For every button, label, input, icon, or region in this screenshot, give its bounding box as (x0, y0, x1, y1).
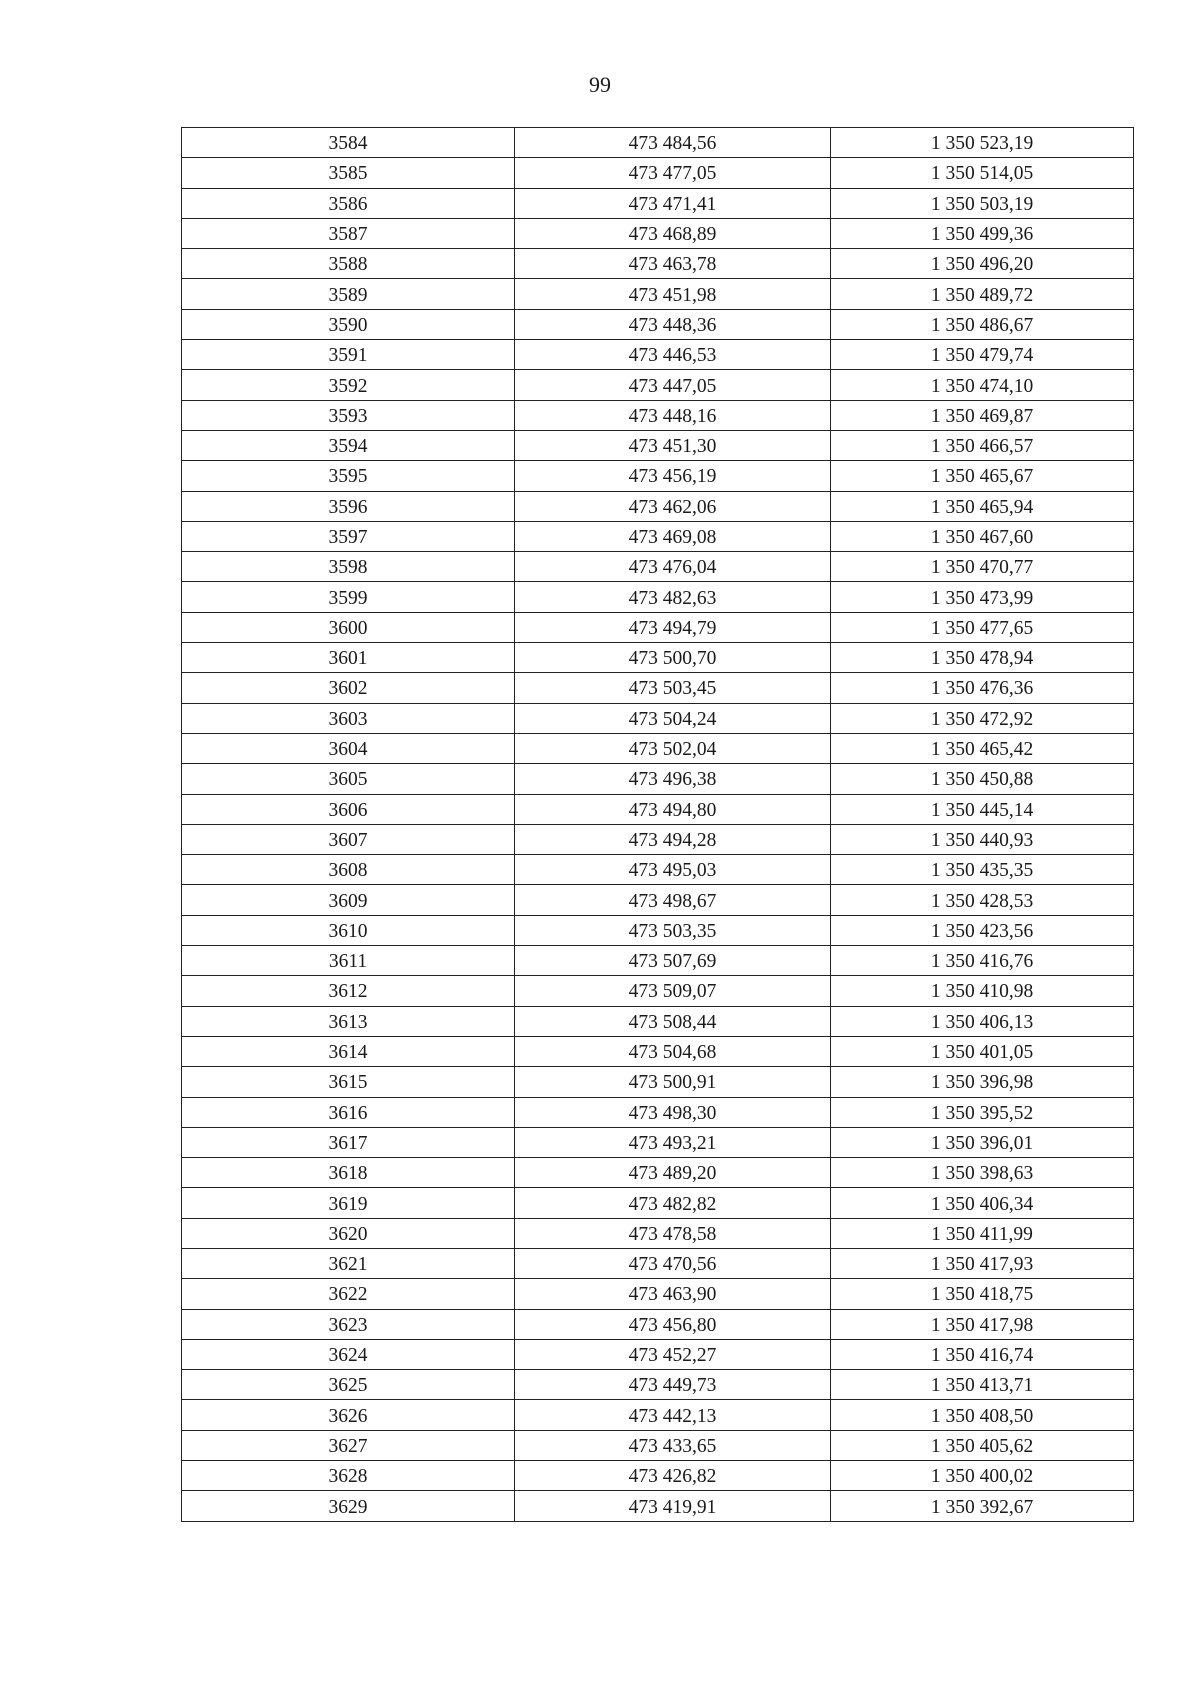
x-coordinate-cell: 473 494,79 (515, 612, 831, 642)
x-coordinate-cell: 473 482,63 (515, 582, 831, 612)
point-number-cell: 3585 (182, 158, 515, 188)
y-coordinate-cell: 1 350 411,99 (831, 1218, 1134, 1248)
point-number-cell: 3592 (182, 370, 515, 400)
x-coordinate-cell: 473 500,70 (515, 643, 831, 673)
point-number-cell: 3621 (182, 1248, 515, 1278)
point-number-cell: 3615 (182, 1067, 515, 1097)
x-coordinate-cell: 473 452,27 (515, 1339, 831, 1369)
y-coordinate-cell: 1 350 465,94 (831, 491, 1134, 521)
x-coordinate-cell: 473 478,58 (515, 1218, 831, 1248)
x-coordinate-cell: 473 504,24 (515, 703, 831, 733)
table-row (182, 703, 1134, 733)
x-coordinate-cell: 473 426,82 (515, 1461, 831, 1491)
table-row (182, 1188, 1134, 1218)
y-coordinate-cell: 1 350 416,76 (831, 946, 1134, 976)
y-coordinate-cell: 1 350 478,94 (831, 643, 1134, 673)
x-coordinate-cell: 473 419,91 (515, 1491, 831, 1521)
point-number-cell: 3602 (182, 673, 515, 703)
x-coordinate-cell: 473 456,80 (515, 1309, 831, 1339)
x-coordinate-cell: 473 504,68 (515, 1036, 831, 1066)
y-coordinate-cell: 1 350 450,88 (831, 764, 1134, 794)
y-coordinate-cell: 1 350 489,72 (831, 279, 1134, 309)
table-row (182, 309, 1134, 339)
point-number-cell: 3624 (182, 1339, 515, 1369)
table-row (182, 400, 1134, 430)
point-number-cell: 3595 (182, 461, 515, 491)
point-number-cell: 3616 (182, 1097, 515, 1127)
table-row (182, 1370, 1134, 1400)
point-number-cell: 3586 (182, 188, 515, 218)
point-number-cell: 3605 (182, 764, 515, 794)
x-coordinate-cell: 473 498,67 (515, 885, 831, 915)
y-coordinate-cell: 1 350 400,02 (831, 1461, 1134, 1491)
x-coordinate-cell: 473 489,20 (515, 1158, 831, 1188)
point-number-cell: 3619 (182, 1188, 515, 1218)
table-row (182, 249, 1134, 279)
point-number-cell: 3603 (182, 703, 515, 733)
table-row (182, 643, 1134, 673)
y-coordinate-cell: 1 350 428,53 (831, 885, 1134, 915)
y-coordinate-cell: 1 350 413,71 (831, 1370, 1134, 1400)
table-row (182, 1218, 1134, 1248)
y-coordinate-cell: 1 350 466,57 (831, 430, 1134, 460)
point-number-cell: 3613 (182, 1006, 515, 1036)
point-number-cell: 3601 (182, 643, 515, 673)
x-coordinate-cell: 473 448,16 (515, 400, 831, 430)
table-row (182, 1279, 1134, 1309)
point-number-cell: 3590 (182, 309, 515, 339)
point-number-cell: 3604 (182, 733, 515, 763)
table-row (182, 1339, 1134, 1369)
x-coordinate-cell: 473 500,91 (515, 1067, 831, 1097)
point-number-cell: 3622 (182, 1279, 515, 1309)
y-coordinate-cell: 1 350 417,93 (831, 1248, 1134, 1278)
table-row (182, 340, 1134, 370)
x-coordinate-cell: 473 484,56 (515, 128, 831, 158)
table-row (182, 1461, 1134, 1491)
y-coordinate-cell: 1 350 479,74 (831, 340, 1134, 370)
point-number-cell: 3629 (182, 1491, 515, 1521)
point-number-cell: 3606 (182, 794, 515, 824)
y-coordinate-cell: 1 350 476,36 (831, 673, 1134, 703)
table-row (182, 733, 1134, 763)
point-number-cell: 3588 (182, 249, 515, 279)
y-coordinate-cell: 1 350 423,56 (831, 915, 1134, 945)
x-coordinate-cell: 473 448,36 (515, 309, 831, 339)
y-coordinate-cell: 1 350 445,14 (831, 794, 1134, 824)
point-number-cell: 3627 (182, 1430, 515, 1460)
point-number-cell: 3625 (182, 1370, 515, 1400)
table-row (182, 582, 1134, 612)
y-coordinate-cell: 1 350 467,60 (831, 521, 1134, 551)
point-number-cell: 3593 (182, 400, 515, 430)
table-row (182, 915, 1134, 945)
table-row (182, 279, 1134, 309)
point-number-cell: 3597 (182, 521, 515, 551)
x-coordinate-cell: 473 509,07 (515, 976, 831, 1006)
x-coordinate-cell: 473 463,78 (515, 249, 831, 279)
y-coordinate-cell: 1 350 474,10 (831, 370, 1134, 400)
table-row (182, 521, 1134, 551)
point-number-cell: 3600 (182, 612, 515, 642)
point-number-cell: 3628 (182, 1461, 515, 1491)
x-coordinate-cell: 473 477,05 (515, 158, 831, 188)
table-row (182, 370, 1134, 400)
table-row (182, 1158, 1134, 1188)
y-coordinate-cell: 1 350 396,01 (831, 1127, 1134, 1157)
table-row (182, 128, 1134, 158)
table-row (182, 1248, 1134, 1278)
x-coordinate-cell: 473 451,30 (515, 430, 831, 460)
x-coordinate-cell: 473 503,45 (515, 673, 831, 703)
y-coordinate-cell: 1 350 405,62 (831, 1430, 1134, 1460)
y-coordinate-cell: 1 350 410,98 (831, 976, 1134, 1006)
point-number-cell: 3589 (182, 279, 515, 309)
y-coordinate-cell: 1 350 499,36 (831, 218, 1134, 248)
point-number-cell: 3626 (182, 1400, 515, 1430)
y-coordinate-cell: 1 350 473,99 (831, 582, 1134, 612)
y-coordinate-cell: 1 350 486,67 (831, 309, 1134, 339)
y-coordinate-cell: 1 350 418,75 (831, 1279, 1134, 1309)
table-row (182, 946, 1134, 976)
y-coordinate-cell: 1 350 408,50 (831, 1400, 1134, 1430)
point-number-cell: 3596 (182, 491, 515, 521)
y-coordinate-cell: 1 350 396,98 (831, 1067, 1134, 1097)
x-coordinate-cell: 473 494,80 (515, 794, 831, 824)
table-row (182, 491, 1134, 521)
table-row (182, 218, 1134, 248)
table-row (182, 1127, 1134, 1157)
y-coordinate-cell: 1 350 472,92 (831, 703, 1134, 733)
x-coordinate-cell: 473 451,98 (515, 279, 831, 309)
table-row (182, 612, 1134, 642)
x-coordinate-cell: 473 449,73 (515, 1370, 831, 1400)
table-row (182, 1430, 1134, 1460)
table-row (182, 158, 1134, 188)
x-coordinate-cell: 473 469,08 (515, 521, 831, 551)
coordinates-table-body (182, 128, 1134, 1522)
page-number: 99 (589, 72, 611, 97)
table-row (182, 430, 1134, 460)
x-coordinate-cell: 473 433,65 (515, 1430, 831, 1460)
table-row (182, 855, 1134, 885)
y-coordinate-cell: 1 350 477,65 (831, 612, 1134, 642)
y-coordinate-cell: 1 350 514,05 (831, 158, 1134, 188)
table-row (182, 1400, 1134, 1430)
table-row (182, 1097, 1134, 1127)
point-number-cell: 3612 (182, 976, 515, 1006)
x-coordinate-cell: 473 468,89 (515, 218, 831, 248)
y-coordinate-cell: 1 350 465,67 (831, 461, 1134, 491)
y-coordinate-cell: 1 350 496,20 (831, 249, 1134, 279)
x-coordinate-cell: 473 476,04 (515, 552, 831, 582)
point-number-cell: 3620 (182, 1218, 515, 1248)
table-row (182, 1309, 1134, 1339)
x-coordinate-cell: 473 470,56 (515, 1248, 831, 1278)
y-coordinate-cell: 1 350 470,77 (831, 552, 1134, 582)
point-number-cell: 3598 (182, 552, 515, 582)
x-coordinate-cell: 473 494,28 (515, 824, 831, 854)
x-coordinate-cell: 473 507,69 (515, 946, 831, 976)
table-row (182, 824, 1134, 854)
y-coordinate-cell: 1 350 440,93 (831, 824, 1134, 854)
y-coordinate-cell: 1 350 469,87 (831, 400, 1134, 430)
point-number-cell: 3591 (182, 340, 515, 370)
table-row (182, 461, 1134, 491)
x-coordinate-cell: 473 471,41 (515, 188, 831, 218)
table-row (182, 1491, 1134, 1521)
y-coordinate-cell: 1 350 398,63 (831, 1158, 1134, 1188)
y-coordinate-cell: 1 350 435,35 (831, 855, 1134, 885)
x-coordinate-cell: 473 495,03 (515, 855, 831, 885)
table-row (182, 976, 1134, 1006)
table-row (182, 188, 1134, 218)
y-coordinate-cell: 1 350 406,34 (831, 1188, 1134, 1218)
x-coordinate-cell: 473 498,30 (515, 1097, 831, 1127)
x-coordinate-cell: 473 508,44 (515, 1006, 831, 1036)
y-coordinate-cell: 1 350 406,13 (831, 1006, 1134, 1036)
table-row (182, 885, 1134, 915)
x-coordinate-cell: 473 447,05 (515, 370, 831, 400)
table-row (182, 1036, 1134, 1066)
y-coordinate-cell: 1 350 401,05 (831, 1036, 1134, 1066)
y-coordinate-cell: 1 350 523,19 (831, 128, 1134, 158)
table-row (182, 552, 1134, 582)
x-coordinate-cell: 473 493,21 (515, 1127, 831, 1157)
point-number-cell: 3599 (182, 582, 515, 612)
y-coordinate-cell: 1 350 392,67 (831, 1491, 1134, 1521)
point-number-cell: 3609 (182, 885, 515, 915)
table-row (182, 794, 1134, 824)
x-coordinate-cell: 473 496,38 (515, 764, 831, 794)
point-number-cell: 3617 (182, 1127, 515, 1157)
point-number-cell: 3610 (182, 915, 515, 945)
point-number-cell: 3623 (182, 1309, 515, 1339)
x-coordinate-cell: 473 446,53 (515, 340, 831, 370)
x-coordinate-cell: 473 456,19 (515, 461, 831, 491)
y-coordinate-cell: 1 350 503,19 (831, 188, 1134, 218)
x-coordinate-cell: 473 463,90 (515, 1279, 831, 1309)
point-number-cell: 3587 (182, 218, 515, 248)
point-number-cell: 3611 (182, 946, 515, 976)
x-coordinate-cell: 473 462,06 (515, 491, 831, 521)
x-coordinate-cell: 473 442,13 (515, 1400, 831, 1430)
y-coordinate-cell: 1 350 395,52 (831, 1097, 1134, 1127)
coordinates-table (181, 127, 1134, 1522)
y-coordinate-cell: 1 350 416,74 (831, 1339, 1134, 1369)
point-number-cell: 3607 (182, 824, 515, 854)
point-number-cell: 3614 (182, 1036, 515, 1066)
point-number-cell: 3584 (182, 128, 515, 158)
y-coordinate-cell: 1 350 417,98 (831, 1309, 1134, 1339)
y-coordinate-cell: 1 350 465,42 (831, 733, 1134, 763)
table-row (182, 1067, 1134, 1097)
x-coordinate-cell: 473 482,82 (515, 1188, 831, 1218)
point-number-cell: 3608 (182, 855, 515, 885)
x-coordinate-cell: 473 502,04 (515, 733, 831, 763)
point-number-cell: 3594 (182, 430, 515, 460)
table-row (182, 764, 1134, 794)
point-number-cell: 3618 (182, 1158, 515, 1188)
x-coordinate-cell: 473 503,35 (515, 915, 831, 945)
table-row (182, 1006, 1134, 1036)
table-row (182, 673, 1134, 703)
